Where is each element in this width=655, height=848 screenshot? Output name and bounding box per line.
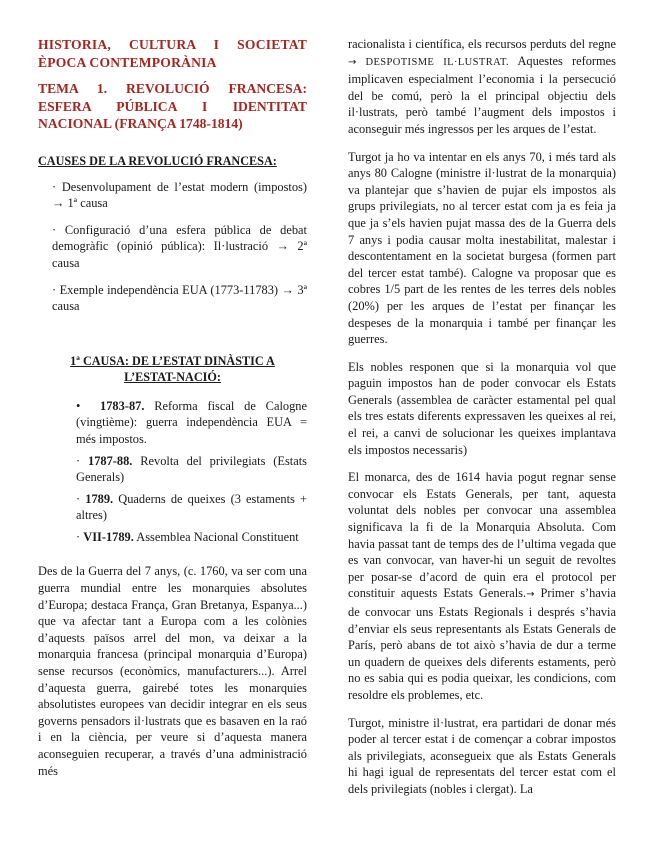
body-paragraph: Turgot, ministre il·lustrat, era partidari de donar més poder al tercer estat i de començar a cobrar impostos als privilegiats, aconsegueix que als Estats Generals hi hagi igual de representats del tercer estat com el dels privilegiats (nobles i clergat). La: [348, 715, 616, 796]
document-title: HISTORIA, CULTURA I SOCIETAT ÈPOCA CONTEMPORÀNIA: [38, 37, 307, 70]
right-column: [348, 36, 616, 809]
causes-heading: CAUSES DE LA REVOLUCIÓ FRANCESA:: [38, 153, 277, 168]
timeline-item: · 1789. Quaderns de queixes (3 estaments + altres): [76, 491, 307, 523]
timeline-item: • 1783-87. Reforma fiscal de Calogne (vingtième): guerra independència EUA = més impostos.: [76, 398, 307, 446]
body-paragraph: racionalista i científica, els recursos perduts del regne → DESPOTISME IL·LUSTRAT. Aquestes reformes implicaven especialment l’economia i la persecució del be comú, però la el principal objectiu dels il·lustrats, però també l’augment dels impostos i aconseguir més ingressos per les arques de l’estat.: [348, 37, 616, 136]
topic-title: TEMA 1. REVOLUCIÓ FRANCESA: ESFERA PÚBLICA I IDENTITAT NACIONAL (FRANÇA 1748-1814): [38, 81, 307, 132]
cause1-heading: 1ª CAUSA: DE L’ESTAT DINÀSTIC A L’ESTAT-NACIÓ:: [70, 353, 275, 384]
timeline-list: [76, 398, 307, 546]
timeline-item: · 1787-88. Revolta del privilegiats (Estats Generals): [76, 453, 307, 485]
body-paragraph: Turgot ja ho va intentar en els anys 70, i més tard als anys 80 Calogne (ministre il·lustrat de la monarquia) va plantejar que s’havien de pujar els impostos als grups privilegiats, no al tercer estat com ja es feia ja que ja s’els havien pujat massa des de la Guerra dels 7 anys i podia causar molta inestabilitat, malestar i descontentament en la societat burgesa (formen part del tercer estat també). Calogne va proposar que es cobres 1/5 part de les rentes de les terres dels nobles (20%) per les arques de l’estat per finançar les despeses de la monarquia i també per finançar les guerres.: [348, 149, 616, 347]
body-paragraph: Els nobles responen que si la monarquia vol que paguin impostos han de poder convocar els Estats Generals (assemblea de caràcter estamental pel qual els tres estats diferents expressaven les queixes al rei, el rei, a canvi de solucionar les queixes implantava els impostos necessaris): [348, 359, 616, 457]
body-paragraph: Des de la Guerra del 7 anys, (c. 1760, va ser com una guerra mundial entre les monarquies absolutes d’Europa; destaca França, Gran Bretanya, Espanya...) que va afectar tant a Europa com a les colònies d’aquests països arrel del mon, va deixar a la monarquia francesa (principal monarquia d’Europa) sense recursos (econòmics, manufacturers...). Arrel d’aquesta guerra, gairebé totes les monarquies absolutistes europees van decidir integrar en els seus governs pensadors il·lustrats que es basaven en la raó i en la ciència, per veure si d’aquesta manera aconseguien recuperar, a través d’una administració més: [38, 564, 307, 778]
cause-item: · Desenvolupament de l’estat modern (impostos) → 1ª causa: [52, 179, 307, 211]
timeline-item: · VII-1789. Assemblea Nacional Constituent: [76, 529, 299, 544]
arrow-icon: →: [526, 589, 535, 601]
left-column: [38, 36, 307, 790]
cause-item: · Configuració d’una esfera pública de debat demogràfic (opinió pública): Il·lustració → 2ª causa: [52, 222, 307, 270]
arrow-icon: →: [348, 56, 357, 68]
cause-item: · Exemple independència EUA (1773-11783) → 3ª causa: [52, 282, 307, 314]
body-paragraph: El monarca, des de 1614 havia pogut regnar sense convocar els Estats Generals, per tant, aquesta voluntat dels nobles per convocar una assemblea significava la fi de la Monarquia Absoluta. Com havia passat tant de temps des de l’ultima vegada que es van convocar, van haver-hi un seguit de revoltes per posar-se d’acord de quin era el protocol per constituir aquests Estats Generals.→ Primer s’havia de convocar uns Estats Regionals i després s’havia d’enviar els seus representants als Estats Generals de París, però abans de tot això s’havia de dur a terme un quadern de queixes dels diferents estaments, però no es sabia qui es podia queixar, les condicions, com resoldre els problemes, etc.: [348, 470, 616, 702]
